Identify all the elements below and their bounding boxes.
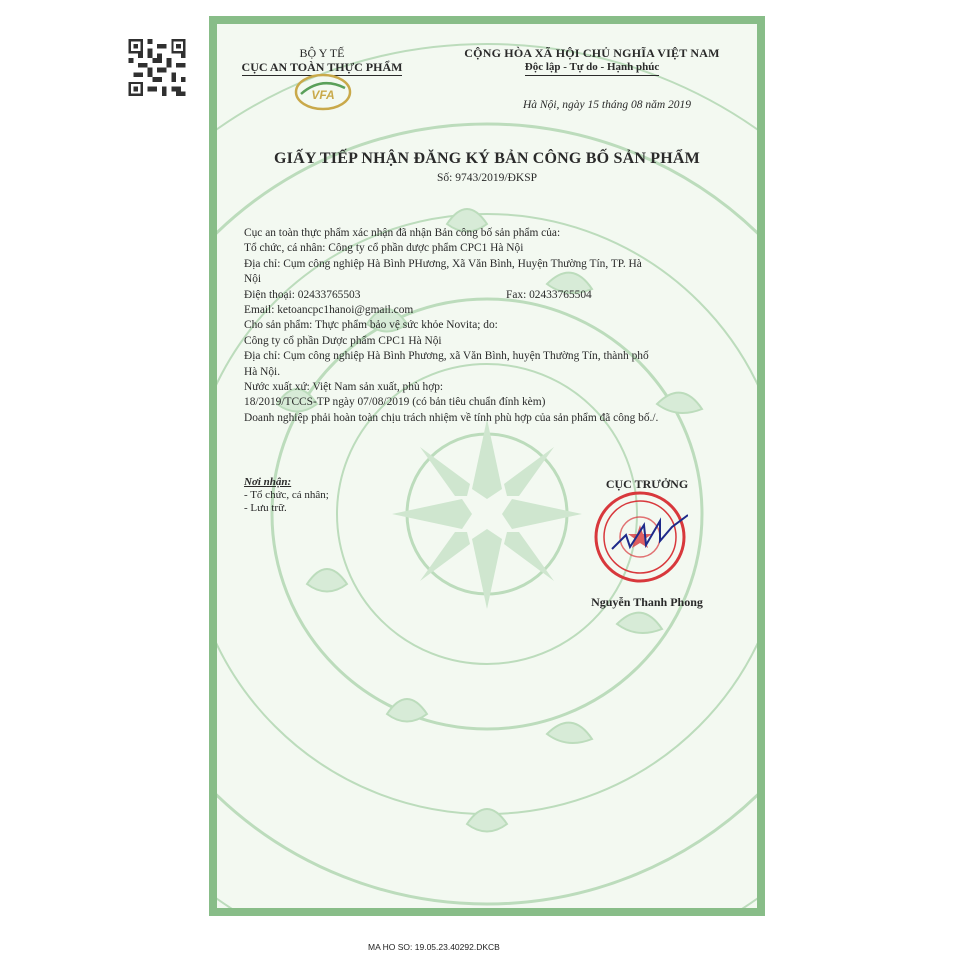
contact-row <box>244 288 756 303</box>
national-motto: Độc lập - Tự do - Hạnh phúc <box>525 60 659 76</box>
phone-text: Điện thoại: 02433765503 <box>244 288 361 301</box>
address-text-continued: Nội <box>244 273 262 286</box>
fax-text: Fax: 02433765504 <box>506 288 592 301</box>
organization-text: Tổ chức, cá nhân: Công ty cổ phần dược phẩm CPC1 Hà Nội <box>244 242 524 255</box>
intro-text: Cục an toàn thực phẩm xác nhận đã nhận Bản công bố sản phẩm của: <box>244 227 561 239</box>
document-title: GIẤY TIẾP NHẬN ĐĂNG KÝ BẢN CÔNG BỐ SẢN PHẨM <box>274 150 700 167</box>
file-code: MA HO SO: 19.05.23.40292.DKCB <box>368 942 500 952</box>
manufacturer-address-continued: Hà Nội. <box>244 365 281 378</box>
recipient-item: - Tổ chức, cá nhân; <box>244 489 329 501</box>
standard-text: 18/2019/TCCS-TP ngày 07/08/2019 (có bản tiêu chuẩn đính kèm) <box>244 396 546 409</box>
manufacturer-text: Công ty cổ phần Dược phẩm CPC1 Hà Nội <box>244 334 442 347</box>
national-header <box>432 46 752 76</box>
signer-title: CỤC TRƯỞNG <box>605 477 689 491</box>
address-text: Địa chỉ: Cụm công nghiệp Hà Bình PHương, Xã Văn Bình, Huyện Thường Tín, TP. Hà <box>244 257 642 270</box>
qr-code <box>127 39 187 96</box>
product-text: Cho sản phẩm: Thực phẩm bảo vệ sức khỏe Novita; do: <box>244 319 498 332</box>
responsibility-text: Doanh nghiệp phải hoàn toàn chịu trách nhiệm về tính phù hợp của sản phẩm đã công bố./. <box>244 411 659 424</box>
official-stamp <box>592 489 688 585</box>
document-body <box>244 226 756 426</box>
recipients-block <box>244 476 329 515</box>
national-name: CỘNG HÒA XÃ HỘI CHỦ NGHĨA VIỆT NAM <box>464 46 720 60</box>
origin-text: Nước xuất xứ: Việt Nam sản xuất, phù hợp: <box>244 381 444 394</box>
vfa-logo <box>293 72 353 112</box>
ministry-name: BỘ Y TẾ <box>299 46 345 60</box>
department-name: CỤC AN TOÀN THỰC PHẨM <box>241 60 403 74</box>
recipient-item: - Lưu trữ. <box>244 502 287 514</box>
document-number: Số: 9743/2019/ĐKSP <box>436 172 537 184</box>
manufacturer-address: Địa chỉ: Cụm công nghiệp Hà Bình Phương, xã Văn Bình, huyện Thường Tín, thành phố <box>244 350 649 363</box>
certificate <box>209 16 765 916</box>
signer-name: Nguyễn Thanh Phong <box>591 595 703 609</box>
recipients-label: Nơi nhận: <box>244 476 292 488</box>
email-text: Email: ketoancpc1hanoi@gmail.com <box>244 304 414 317</box>
issue-date: Hà Nội, ngày 15 tháng 08 năm 2019 <box>522 99 692 111</box>
svg-text:VFA: VFA <box>311 88 335 102</box>
